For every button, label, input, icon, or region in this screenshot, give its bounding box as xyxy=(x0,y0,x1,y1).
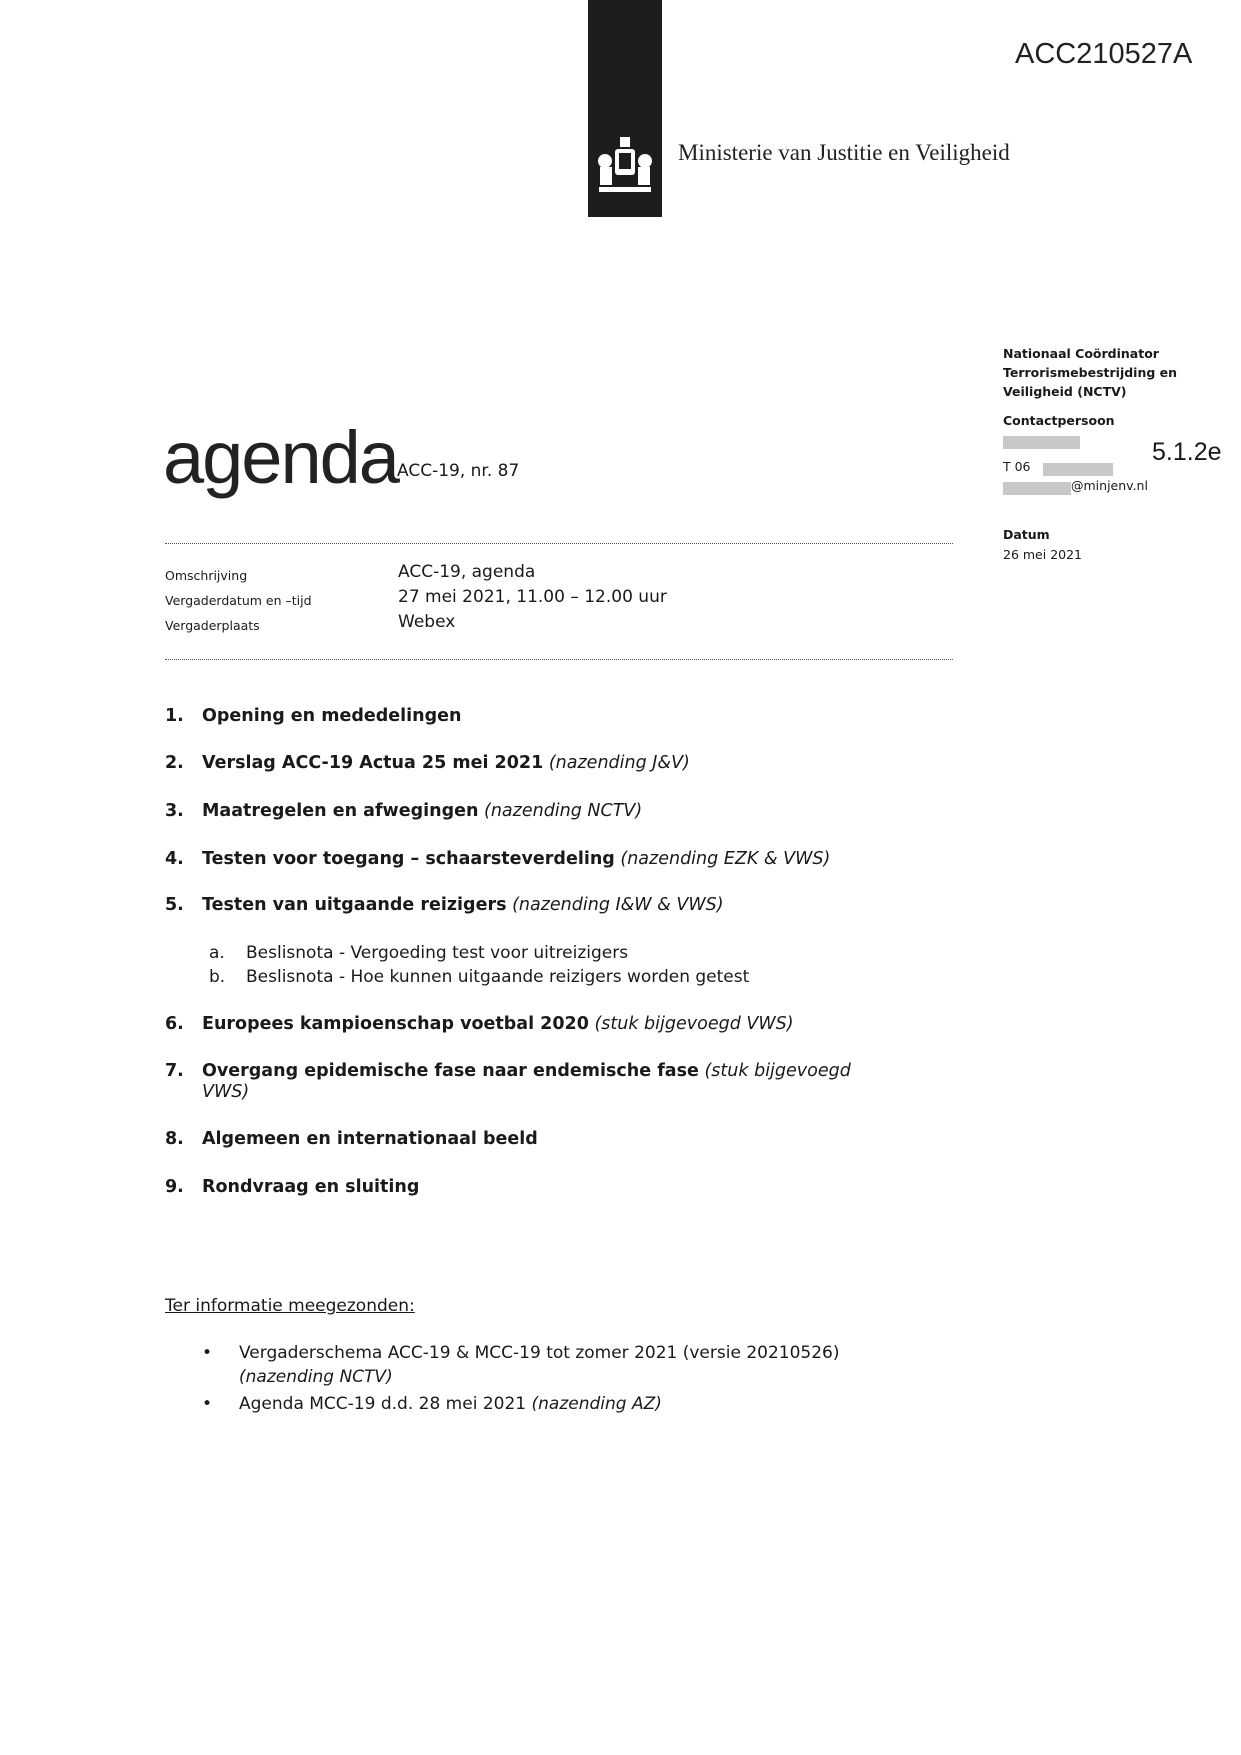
subitem-letter: b. xyxy=(209,967,226,987)
divider xyxy=(165,659,953,660)
divider xyxy=(165,543,953,544)
agenda-item xyxy=(202,1014,794,1034)
redaction-bar xyxy=(1043,463,1113,476)
item-number: 3. xyxy=(165,801,184,821)
agenda-item xyxy=(202,1061,851,1081)
subitem-text: Beslisnota - Vergoeding test voor uitreizigers xyxy=(246,943,629,963)
agenda-item-continuation xyxy=(202,1082,249,1102)
item-note: VWS) xyxy=(202,1082,250,1102)
item-title: Rondvraag en sluiting xyxy=(202,1177,420,1197)
info-item xyxy=(239,1394,662,1414)
meta-label: Vergaderdatum en –tijd xyxy=(165,593,312,608)
organization-name xyxy=(1003,344,1177,401)
info-heading: Ter informatie meegezonden: xyxy=(165,1296,415,1316)
item-number: 6. xyxy=(165,1014,184,1034)
date-label: Datum xyxy=(1003,527,1050,542)
item-number: 2. xyxy=(165,753,184,773)
bullet-icon: • xyxy=(202,1394,213,1414)
agenda-item xyxy=(202,753,690,773)
contact-label: Contactpersoon xyxy=(1003,413,1115,428)
item-title: Opening en mededelingen xyxy=(202,706,462,726)
info-item-text: Vergaderschema ACC-19 & MCC-19 tot zomer 2021 (versie 20210526) xyxy=(239,1343,840,1363)
agenda-item xyxy=(202,1129,538,1149)
org-line: Veiligheid (NCTV) xyxy=(1003,384,1127,399)
item-title: Algemeen en internationaal beeld xyxy=(202,1129,538,1149)
info-item-note: (nazending NCTV) xyxy=(239,1367,393,1387)
coat-of-arms-icon xyxy=(595,135,655,205)
org-line: Nationaal Coördinator xyxy=(1003,346,1159,361)
item-note: (nazending I&W & VWS) xyxy=(512,895,724,915)
meta-value: ACC-19, agenda xyxy=(398,562,536,582)
agenda-item xyxy=(202,706,461,726)
agenda-item xyxy=(202,895,724,915)
meta-label: Vergaderplaats xyxy=(165,618,260,633)
item-number: 4. xyxy=(165,849,184,869)
ministry-name: Ministerie van Justitie en Veiligheid xyxy=(678,140,1010,165)
agenda-item xyxy=(202,801,642,821)
item-title: Testen van uitgaande reizigers xyxy=(202,895,507,915)
item-title: Europees kampioenschap voetbal 2020 xyxy=(202,1014,589,1034)
meta-label: Omschrijving xyxy=(165,568,248,583)
item-note: (nazending J&V) xyxy=(548,753,690,773)
item-number: 5. xyxy=(165,895,184,915)
item-note: (stuk bijgevoegd xyxy=(704,1061,851,1081)
info-item-note: (nazending AZ) xyxy=(531,1394,662,1414)
item-title: Overgang epidemische fase naar endemische fase xyxy=(202,1061,699,1081)
item-title: Testen voor toegang – schaarsteverdeling xyxy=(202,849,615,869)
item-number: 1. xyxy=(165,706,184,726)
document-code: ACC210527A xyxy=(1015,38,1193,70)
redaction-code: 5.1.2e xyxy=(1152,438,1222,466)
bullet-icon: • xyxy=(202,1343,213,1363)
org-line: Terrorismebestrijding en xyxy=(1003,365,1178,380)
item-title: Verslag ACC-19 Actua 25 mei 2021 xyxy=(202,753,544,773)
document-type-title: agenda xyxy=(163,416,398,499)
email-suffix: @minjenv.nl xyxy=(1071,478,1148,493)
agenda-item xyxy=(202,1177,419,1197)
meta-value: 27 mei 2021, 11.00 – 12.00 uur xyxy=(398,587,667,607)
subitem-letter: a. xyxy=(209,943,225,963)
item-number: 8. xyxy=(165,1129,184,1149)
info-item-text: Agenda MCC-19 d.d. 28 mei 2021 xyxy=(239,1394,527,1414)
redaction-bar xyxy=(1003,482,1071,495)
item-number: 7. xyxy=(165,1061,184,1081)
item-title: Maatregelen en afwegingen xyxy=(202,801,479,821)
item-number: 9. xyxy=(165,1177,184,1197)
item-note: (stuk bijgevoegd VWS) xyxy=(594,1014,794,1034)
subitem-text: Beslisnota - Hoe kunnen uitgaande reizigers worden getest xyxy=(246,967,750,987)
phone-prefix: T 06 xyxy=(1003,459,1031,474)
redaction-bar xyxy=(1003,436,1080,449)
date-value: 26 mei 2021 xyxy=(1003,547,1083,562)
item-note: (nazending EZK & VWS) xyxy=(620,849,831,869)
meta-value: Webex xyxy=(398,612,456,632)
agenda-number: ACC-19, nr. 87 xyxy=(397,461,520,481)
item-note: (nazending NCTV) xyxy=(484,801,643,821)
agenda-item xyxy=(202,849,830,869)
